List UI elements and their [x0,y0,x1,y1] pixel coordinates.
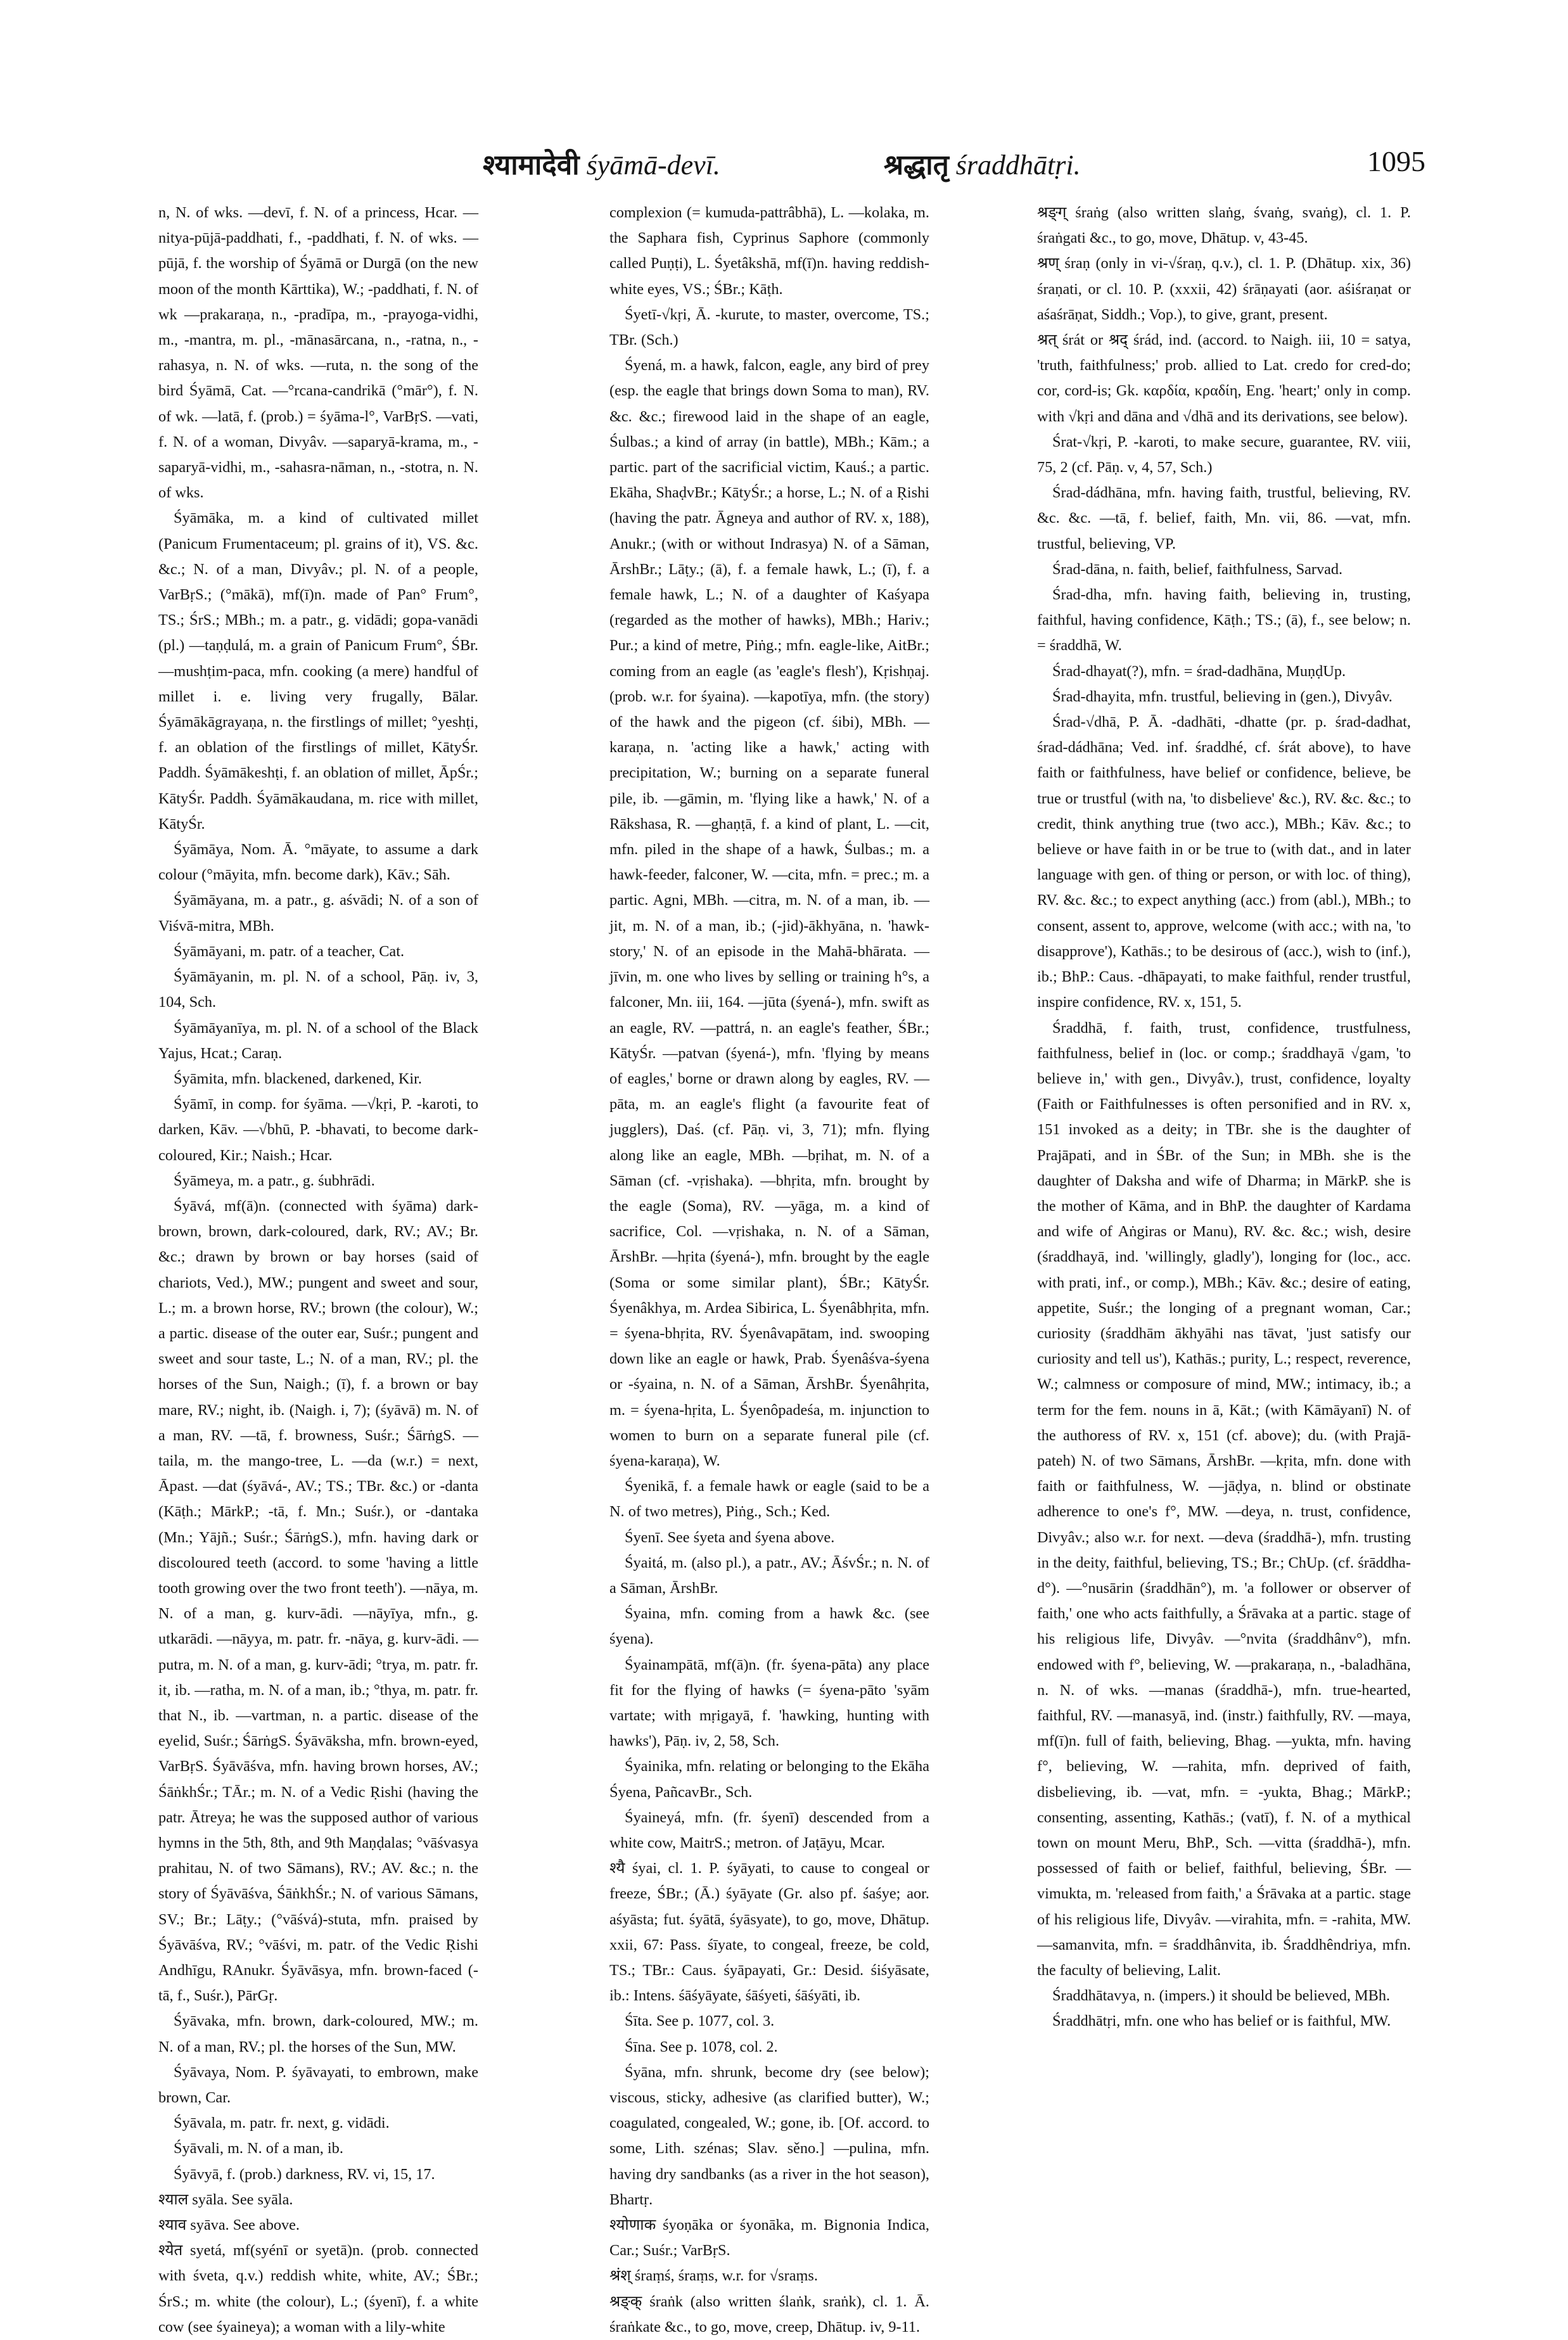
dictionary-entry: Śīna. See p. 1078, col. 2. [625,2038,778,2055]
dictionary-column-2 [609,200,929,2336]
page-number: 1095 [1367,145,1425,177]
dictionary-entry: Śyāvala, m. patr. fr. next, g. vidādi. [174,2114,390,2132]
dictionary-entry: Śyāmāyanīya, m. pl. N. of a school of the Black Yajus, Hcat.; Caraṇ. [158,1019,478,1062]
running-head-left [483,144,720,182]
dictionary-entry: Śrad-dádhāna, mfn. having faith, trustful, believing, RV. &c. &c. —tā, f. belief, faith, Mn. vii, 86. —vat, mfn. trustful, believing, VP. [1037,484,1411,553]
dictionary-entry: Śyāmeya, m. a patr., g. śubhrādi. [174,1172,375,1189]
dictionary-entry: Śyāvá, mf(ā)n. (connected with śyāma) dark-brown, brown, dark-coloured, dark, RV.; AV.; Br. &c.; drawn by brown or bay horses (said of chariots, Ved.), MW.; pungent and sweet and sour, L.; m. a brown horse, RV.; brown (the colour), W.; a partic. disease of the outer ear, Suśr.; pungent and sweet and sour taste, L.; N. of a man, RV.; pl. the horses of the Sun, Naigh.; (ī), f. a brown or bay mare, RV.; night, ib. (Naigh. i, 7); (śyāvā) m. N. of a man, RV. —tā, f. browness, Suśr.; ŚārṅgS. —taila, m. the mango-tree, L. —da (w.r.) = next, Āpast. —dat (śyāvá-, AV.; TS.; TBr. &c.) or -danta (Kāṭh.; MārkP.; -tā, f. Mn.; Suśr.), or -dantaka (Mn.; Yājñ.; Suśr.; ŚārṅgS.), mfn. having dark or discoloured teeth (accord. to some 'having a little tooth growing over the two front teeth'). —nāya, m. N. of a man, g. kurv-ādi. —nāyīya, mfn., g. utkarādi. —nāyya, m. patr. fr. -nāya, g. kurv-ādi. —putra, m. N. of a man, g. kurv-ādi; °trya, m. patr. fr. it, ib. —ratha, m. N. of a man, ib.; °thya, m. patr. fr. that N., ib. —vartman, n. a partic. disease of the eyelid, Suśr.; ŚārṅgS. Śyāvāksha, mfn. brown-eyed, VarBṛS. Śyāvāśva, mfn. having brown horses, AV.; ŚāṅkhŚr.; TĀr.; m. N. of a Vedic Ṛishi (having the patr. Ātreya; he was the supposed author of various hymns in the 5th, 8th, and 9th Maṇḍalas; °vāśvasya prahitau, N. of two Sāmans), RV.; AV. &c.; n. the story of Śyāvāśva, ŚāṅkhŚr.; N. of various Sāmans, SV.; Br.; Lāṭy.; (°vāśvá)-stuta, mfn. praised by Śyāvāśva, RV.; °vāśvi, m. patr. of the Vedic Ṛishi Andhīgu, RAnukr. Śyāvāsya, mfn. brown-faced (-tā, f., Suśr.), PārGṛ. [158,1197,478,2005]
dictionary-entry: Śrad-dhayita, mfn. trustful, believing in (gen.), Divyâv. [1052,687,1393,705]
dictionary-entry: Śrad-dāna, n. faith, belief, faithfulness, Sarvad. [1052,560,1343,578]
running-head-left-devanagari: श्यामादेवी [483,149,580,181]
dictionary-entry: Śyāvaka, mfn. brown, dark-coloured, MW.; m. N. of a man, RV.; pl. the horses of the Sun, MW. [158,2012,478,2055]
dictionary-entry: Śyetī-√kṛi, Ā. -kurute, to master, overcome, TS.; TBr. (Sch.) [609,305,929,349]
dictionary-entry: Śyāvali, m. N. of a man, ib. [174,2140,343,2158]
dictionary-entry: Śyāvyā, f. (prob.) darkness, RV. vi, 15, 17. [174,2165,435,2183]
dictionary-entry: श्रङ्क् śraṅk (also written ślaṅk, sraṅk), cl. 1. Ā. śraṅkate &c., to go, move, creep, Dhātup. iv, 9-11. [609,2292,929,2336]
dictionary-entry: n, N. of wks. —devī, f. N. of a princess, Hcar. —nitya-pūjā-paddhati, f., -paddhati, f. N. of wks. —pūjā, f. the worship of Śyāmā or Durgā (on the new moon of the month Kārttika), W.; -paddhati, f. N. of wk —prakaraṇa, n., -pradīpa, m., -prayoga-vidhi, m., -mantra, m. pl., -mānasārcana, n., -ratna, n., -rahasya, n. N. of wks. —ruta, n. the song of the bird Śyāmā, Cat. —°rcana-candrikā (°mār°), f. N. of wk. —latā, f. (prob.) = śyāma-l°, VarBṛS. —vati, f. N. of a woman, Divyâv. —saparyā-krama, m., -saparyā-vidhi, m., -sahasra-nāman, n., -stotra, n. N. of wks. [158,204,478,502]
dictionary-entry: Śyāmāyanin, m. pl. N. of a school, Pāṇ. iv, 3, 104, Sch. [158,968,478,1011]
dictionary-entry: श्रंश् śraṃś, śraṃs, w.r. for √sraṃs. [609,2267,818,2285]
dictionary-entry: Śyāmī, in comp. for śyāma. —√kṛi, P. -karoti, to darken, Kāv. —√bhū, P. -bhavati, to become dark-coloured, Kir.; Naish.; Hcar. [158,1096,478,1164]
dictionary-entry: Śrad-√dhā, P. Ā. -dadhāti, -dhatte (pr. p. śrad-dadhat, śrad-dádhāna; Ved. inf. śraddhé, cf. śrát above), to have faith or faithfulness, have belief or confidence, believe, be true or trustful (with na, 'to disbelieve' &c.), RV. &c. &c.; to credit, think anything true (two acc.), MBh.; Kāv. &c.; to believe or have faith in or be true to (with dat., and in later language with gen. of thing or person, or with loc. of thing), RV. &c. &c.; to expect anything (acc.) from (abl.), MBh.; to consent, assent to, approve, welcome (with acc.; with na, 'to disapprove'), Kathās.; to be desirous of (acc.), wish to (inf.), ib.; BhP.: Caus. -dhāpayati, to make faithful, render trustful, inspire confidence, RV. x, 151, 5. [1037,713,1411,1011]
dictionary-entry: Śrad-dha, mfn. having faith, believing in, trusting, faithful, having confidence, Kāṭh.; TS.; (ā), f., see below; n. = śraddhā, W. [1037,586,1411,655]
dictionary-entry: Śyāmāya, Nom. Ā. °māyate, to assume a dark colour (°māyita, mfn. become dark), Kāv.; Sāh. [158,841,478,884]
dictionary-entry: Śyenī. See śyeta and śyena above. [625,1528,835,1546]
dictionary-entry: श्योणाक śyoṇāka or śyonāka, m. Bignonia Indica, Car.; Suśr.; VarBṛS. [609,2216,929,2260]
running-head-right [884,144,1081,182]
dictionary-entry: श्रण् śraṇ (only in vi-√śraṇ, q.v.), cl. 1. P. (Dhātup. xix, 36) śraṇati, or cl. 10. P. (xxxii, 42) śrāṇayati (aor. aśiśraṇat or aśaśrāṇat, Siddh.; Vop.), to give, grant, present. [1037,255,1411,323]
dictionary-entry: complexion (= kumuda-pattrâbhā), L. —kolaka, m. the Saphara fish, Cyprinus Saphore (commonly called Puṇṭi), L. Śyetâkshā, mf(ī)n. having reddish-white eyes, VS.; ŚBr.; Kāṭh. [609,204,929,298]
dictionary-entry: Śyenikā, f. a female hawk or eagle (said to be a N. of two metres), Piṅg., Sch.; Ked. [609,1478,929,1521]
dictionary-entry: Śyāna, mfn. shrunk, become dry (see below); viscous, sticky, adhesive (as clarified butter), W.; coagulated, congealed, W.; gone, ib. [Of. accord. to some, Lith. szénas; Slav. sěno.] —pulina, mfn. having dry sandbanks (as a river in the hot season), Bhartṛ. [609,2063,929,2208]
dictionary-entry: Śyāvaya, Nom. P. śyāvayati, to embrown, make brown, Car. [158,2063,478,2107]
dictionary-entry: श्याव syāva. See above. [158,2216,300,2234]
running-head-right-roman: śraddhātṛi. [955,150,1081,181]
dictionary-entry: श्याल syāla. See syāla. [158,2190,293,2208]
dictionary-entry: Śyāmita, mfn. blackened, darkened, Kir. [174,1070,423,1087]
dictionary-entry: Śraddhātṛi, mfn. one who has belief or is faithful, MW. [1052,2012,1391,2030]
dictionary-column-3 [1037,200,1411,2171]
dictionary-entry: Śyaineyá, mfn. (fr. śyenī) descended from a white cow, MaitrS.; metron. of Jaṭāyu, Mcar. [609,1808,929,1851]
dictionary-entry: Śyená, m. a hawk, falcon, eagle, any bird of prey (esp. the eagle that brings down Soma to man), RV. &c. &c.; firewood laid in the shape of an eagle, Śulbas.; a kind of array (in battle), MBh.; Kām.; a partic. part of the sacrificial victim, Kauś.; a partic. Ekāha, ShaḍvBr.; KātyŚr.; a horse, L.; N. of a Ṛishi (having the patr. Āgneya and author of RV. x, 188), Anukr.; (with or without Indrasya) N. of a Sāman, ĀrshBr.; Lāṭy.; (ā), f. a female hawk, L.; (ī), f. a female hawk, L.; N. of a daughter of Kaśyapa (regarded as the mother of hawks), MBh.; Hariv.; Pur.; a kind of metre, Piṅg.; mfn. eagle-like, AitBr.; coming from an eagle (as 'eagle's flesh'), Kṛishṇaj. (prob. w.r. for śyaina). —kapotīya, mfn. (the story) of the hawk and the pigeon (cf. śibi), MBh. —karaṇa, n. 'acting like a hawk,' acting with precipitation, W.; burning on a separate funeral pile, ib. —gāmin, m. 'flying like a hawk,' N. of a Rākshasa, R. —ghaṇṭā, f. a kind of plant, L. —cit, mfn. piled in the shape of a hawk, Śulbas.; m. a hawk-feeder, falconer, W. —cita, mfn. = prec.; m. a partic. Agni, MBh. —citra, m. N. of a man, ib. —jit, m. N. of a man, ib.; (-jid)-ākhyāna, n. 'hawk-story,' N. of an episode in the Mahā-bhārata. —jīvin, m. one who lives by selling or training h°s, a falconer, Mn. iii, 164. —jūta (śyená-), mfn. swift as an eagle, RV. —pattrá, n. an eagle's feather, ŚBr.; KātyŚr. —patvan (śyená-), mfn. 'flying by means of eagles,' borne or drawn along by eagles, RV. —pāta, m. an eagle's flight (a favourite feat of jugglers), Daś. (cf. Pāṇ. vi, 3, 71); mfn. flying along like an eagle, MBh. —bṛihat, m. N. of a Sāman (cf. -vṛishaka). —bhṛita, mfn. brought by the eagle (Soma), RV. —yāga, m. a kind of sacrifice, Col. —vṛishaka, n. N. of a Sāman, ĀrshBr. —hṛita (śyená-), mfn. brought by the eagle (Soma or some similar plant), ŚBr.; KātyŚr. Śyenâkhya, m. Ardea Sibirica, L. Śyenâbhṛita, mfn. = śyena-bhṛita, RV. Śyenâvapātam, ind. swooping down like an eagle or hawk, Prab. Śyenâśva-śyena or -śyaina, n. N. of a Sāman, ĀrshBr. Śyenâhṛita, m. = śyena-hṛita, L. Śyenôpadeśa, m. injunction to women to burn on a separate funeral pile (cf. śyena-karaṇa), W. [609,357,929,1469]
dictionary-entry: Śrad-dhayat(?), mfn. = śrad-dadhāna, MuṇḍUp. [1052,662,1346,680]
dictionary-entry: Śyaina, mfn. coming from a hawk &c. (see śyena). [609,1605,929,1648]
dictionary-column-1 [158,200,478,2336]
dictionary-entry: Śyainika, mfn. relating or belonging to the Ekāha Śyena, PañcavBr., Sch. [609,1758,929,1801]
dictionary-entry: Śyainampātā, mf(ā)n. (fr. śyena-pāta) any place fit for the flying of hawks (= śyena-pāto 'syām vartate; with mṛigayā, f. 'hawking, hunting with hawks'), Pāṇ. iv, 2, 58, Sch. [609,1656,929,1750]
dictionary-entry: श्यै śyai, cl. 1. P. śyāyati, to cause to congeal or freeze, ŚBr.; (Ā.) śyāyate (Gr. also pf. śaśye; aor. aśyāsta; fut. śyātā, śyāsyate), to go, move, Dhātup. xxii, 67: Pass. śīyate, to congeal, freeze, be cold, TS.; TBr.: Caus. śyāpayati, Gr.: Desid. śiśyāsate, ib.: Intens. śāśyāyate, śāśyeti, śāśyāti, ib. [609,1860,929,2005]
dictionary-entry: श्रत् śrát or श्रद् śrád, ind. (accord. to Naigh. iii, 10 = satya, 'truth, faithfulness;' prob. allied to Lat. credo for cred-do; cor, cord-is; Gk. καρδία, κραδίη, Eng. 'heart;' only in comp. with √kṛi and dāna and √dhā and its derivations, see below). [1037,331,1411,425]
dictionary-entry: Śraddhā, f. faith, trust, confidence, trustfulness, faithfulness, belief in (loc. or comp.; śraddhayā √gam, 'to believe in,' with gen., Divyâv.), trust, confidence, loyalty (Faith or Faithfulnesses is often personified and in RV. x, 151 invoked as a deity; in TBr. she is the daughter of Prajāpati, and in ŚBr. of the Sun; in MBh. she is the daughter of Daksha and wife of Dharma; in MārkP. she is the mother of Kāma, and in BhP. the daughter of Kardama and wife of Aṅgiras or Manu), RV. &c. &c.; wish, desire (śraddhayā, ind. 'willingly, gladly'), longing for (loc., acc. with prati, inf., or comp.), MBh.; Kāv. &c.; desire of eating, appetite, Suśr.; the longing of a pregnant woman, Car.; curiosity (śraddhām ākhyāhi nas tāvat, 'just satisfy our curiosity and tell us'), Kathās.; purity, L.; respect, reverence, W.; calmness or composure of mind, MW.; intimacy, ib.; a term for the fem. nouns in ā, Kāt.; (with Kāmāyanī) N. of the authoress of RV. x, 151 (cf. above); du. (with Prajā-pateh) N. of two Sāmans, ĀrshBr. —kṛita, mfn. done with faith or faithfulness, W. —jāḍya, n. blind or obstinate adherence to one's f°, MW. —deya, n. trust, confidence, Divyâv.; also w.r. for next. —deva (śraddhā-), mfn. trusting in the deity, faithful, believing, TS.; Br.; ChUp. (cf. śrāddha-d°). —°nusārin (śraddhān°), m. 'a follower or observer of faith,' one who acts faithfully, a Śrāvaka at a partic. stage of his religious life, Divyâv. —°nvita (śraddhânv°), mfn. endowed with f°, believing, W. —prakaraṇa, n., -baladhāna, n. N. of wks. —manas (śraddhā-), mfn. true-hearted, faithful, RV. —manasyā, ind. (instr.) faithfully, RV. —maya, mf(ī)n. full of faith, believing, Bhag. —yukta, mfn. having f°, believing, W. —rahita, mfn. deprived of faith, disbelieving, ib. —vat, mfn. = -yukta, Bhag.; MārkP.; consenting, assenting, Kathās.; (vatī), f. N. of a mythical town on mount Meru, BhP., Sch. —vitta (śraddhā-), mfn. possessed of faith or belief, faithful, believing, ŚBr. —vimukta, m. 'released from faith,' a Śrāvaka at a partic. stage of his religious life, Divyâv. —virahita, mfn. = -rahita, MW. —samanvita, mfn. = śraddhânvita, ib. Śraddhêndriya, mfn. the faculty of believing, Lalit. [1037,1019,1411,1979]
dictionary-entry: Śīta. See p. 1077, col. 3. [625,2012,775,2030]
running-head-right-devanagari: श्रद्धातृ [884,149,949,181]
dictionary-entry: श्येत syetá, mf(syénī or syetā)n. (prob. connected with śveta, q.v.) reddish white, white, AV.; ŚBr.; ŚrS.; m. white (the colour), L.; (śyenī), f. a white cow (see śyaineya); a woman with a lily-white [158,2242,478,2336]
dictionary-entry: Śyaitá, m. (also pl.), a patr., AV.; ĀśvŚr.; n. N. of a Sāman, ĀrshBr. [609,1554,929,1597]
dictionary-entry: श्रङ्ग् śraṅg (also written slaṅg, śvaṅg, svaṅg), cl. 1. P. śraṅgati &c., to go, move, Dhātup. v, 43-45. [1037,204,1411,247]
dictionary-entry: Śraddhātavya, n. (impers.) it should be believed, MBh. [1052,1987,1391,2005]
dictionary-entry: Śyāmāyana, m. a patr., g. aśvādi; N. of a son of Viśvā-mitra, MBh. [158,892,478,935]
page-header [158,144,1425,195]
dictionary-entry: Śrat-√kṛi, P. -karoti, to make secure, guarantee, RV. viii, 75, 2 (cf. Pāṇ. v, 4, 57, Sch.) [1037,433,1411,476]
running-head-left-roman: śyāmā-devī. [586,150,720,181]
dictionary-entry: Śyāmāyani, m. patr. of a teacher, Cat. [174,942,405,960]
dictionary-entry: Śyāmāka, m. a kind of cultivated millet (Panicum Frumentaceum; pl. grains of it), VS. &c. &c.; N. of a man, Divyâv.; pl. N. of a people, VarBṛS.; (°mākā), mf(ī)n. made of Pan° Frum°, TS.; ŚrS.; MBh.; m. a patr., g. vidādi; gopa-vanādi (pl.) —taṇḍulá, m. a grain of Panicum Frum°, ŚBr. —mushṭim-paca, mfn. cooking (a mere) handful of millet i. e. living very frugally, Bālar. Śyāmākāgrayaṇa, n. the firstlings of millet; °yeshṭi, f. an oblation of the firstlings of millet, KātyŚr. Paddh. Śyāmākeshṭi, f. an oblation of millet, ĀpŚr.; KātyŚr. Paddh. Śyāmākaudana, m. rice with millet, KātyŚr. [158,509,478,833]
